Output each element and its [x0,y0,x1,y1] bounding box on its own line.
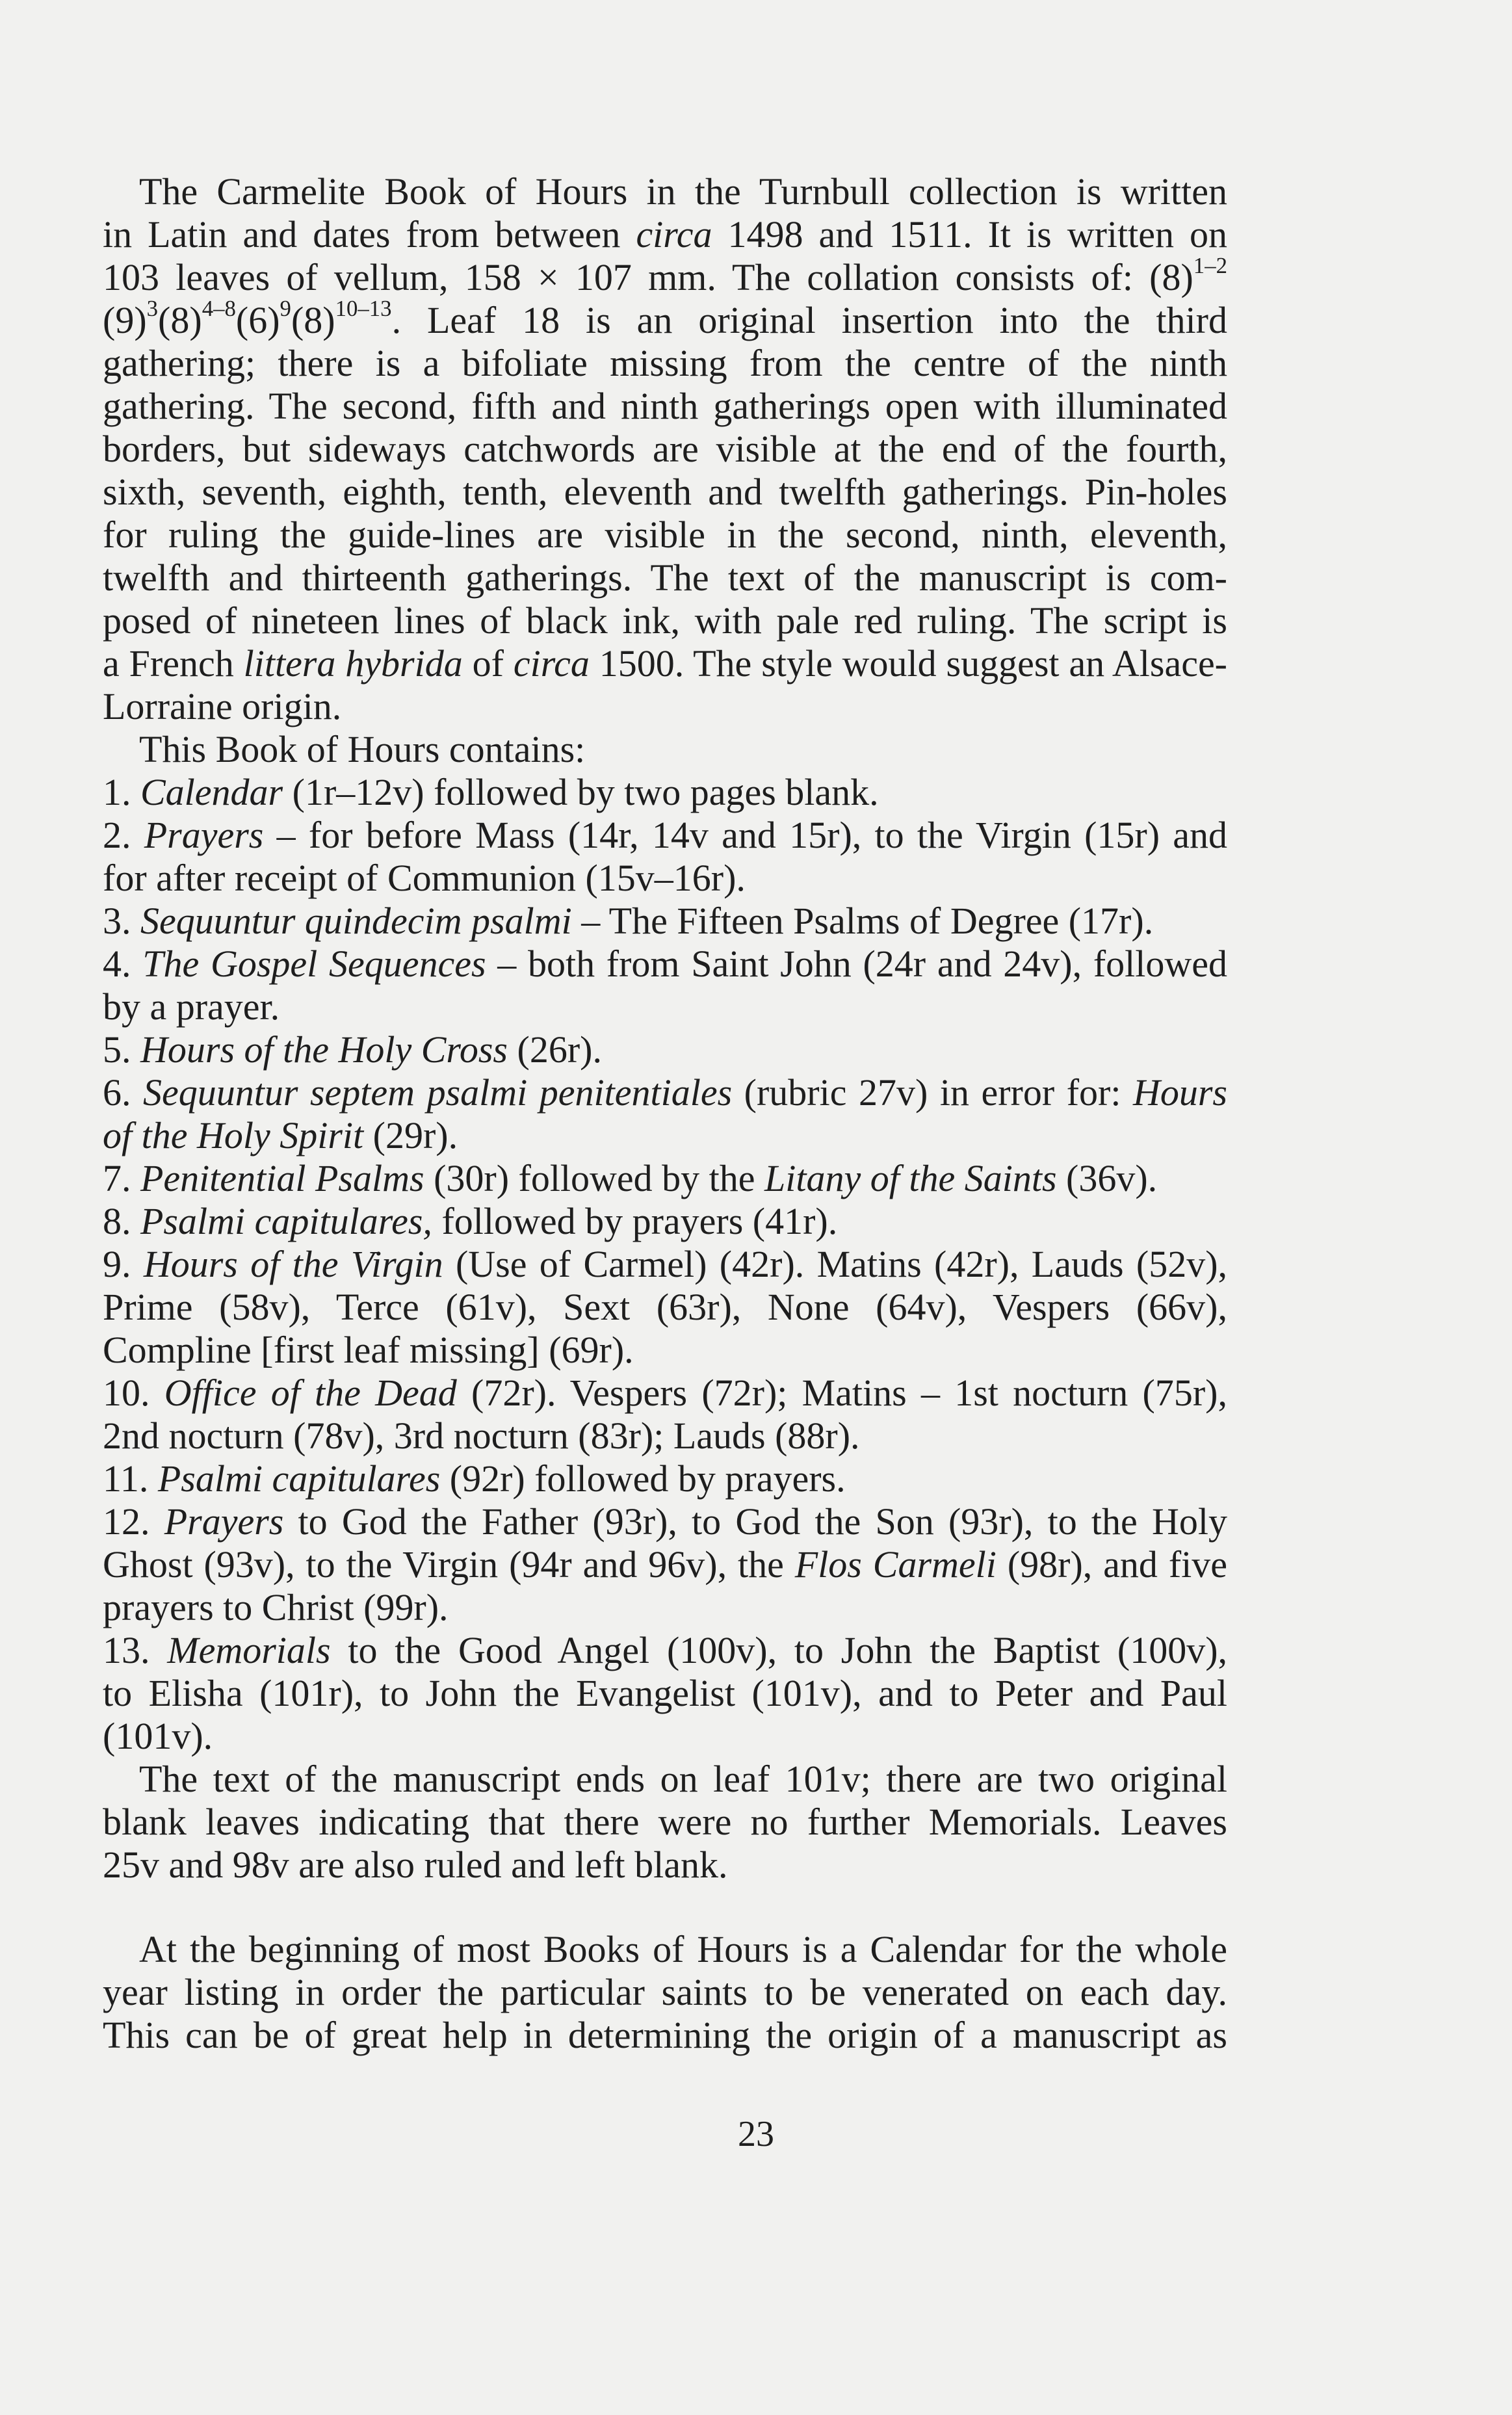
text-line: At the beginning of most Books of Hours is a Calendar for the whole [139,1928,1227,1970]
text-line: gathering; there is a bifoliate missing from the centre of the ninth [103,342,1227,384]
text-line: This can be of great help in determining the origin of a manuscript as [103,2014,1227,2056]
text-line: a French littera hybrida of circa 1500. The style would suggest an Alsace- [103,642,1227,685]
text-line: borders, but sideways catchwords are visible at the end of the fourth, [103,428,1227,470]
list-item: 10. Office of the Dead (72r). Vespers (72r); Matins – 1st nocturn (75r), [103,1372,1227,1414]
text-line: 25v and 98v are also ruled and left blank. [103,1844,728,1886]
italic-text: Flos Carmeli [794,1543,997,1586]
text-line: blank leaves indicating that there were no further Memorials. Leaves [103,1801,1227,1843]
text-line: for ruling the guide-lines are visible in the second, ninth, eleventh, [103,514,1227,556]
text-line: twelfth and thirteenth gatherings. The text of the manuscript is com- [103,556,1227,599]
italic-text: Calendar [140,771,283,813]
text-line: sixth, seventh, eighth, tenth, eleventh and twelfth gatherings. Pin-holes [103,471,1227,513]
superscript: 4–8 [202,295,236,321]
italic-text: Sequuntur septem psalmi penitentiales [143,1071,733,1114]
italic-text: Hours [1132,1071,1227,1114]
text-line: to Elisha (101r), to John the Evangelist (101v), and to Peter and Paul [103,1672,1227,1714]
text-line: This Book of Hours contains: [139,728,586,770]
text-line: gathering. The second, fifth and ninth gatherings open with illuminated [103,385,1227,427]
list-item: 12. Prayers to God the Father (93r), to God the Son (93r), to the Holy [103,1500,1227,1543]
list-item: 8. Psalmi capitulares, followed by prayers (41r). [103,1200,838,1242]
superscript: 9 [280,295,291,321]
text-line: The text of the manuscript ends on leaf 101v; there are two original [139,1758,1227,1800]
italic-text: Memorials [167,1629,331,1671]
text-line: $(9)^3(8)^{4-8}(6)^9(8)^{10-13}$. Leaf 18 is an original insertion into the third [103,295,1227,341]
text-line: Ghost (93v), to the Virgin (94r and 96v), the Flos Carmeli (98r), and five [103,1543,1227,1586]
superscript: 10–13 [335,295,392,321]
list-item: 9. Hours of the Virgin (Use of Carmel) (42r). Matins (42r), Lauds (52v), [103,1243,1228,1285]
list-item: 7. Penitential Psalms (30r) followed by the Litany of the Saints (36v). [103,1157,1158,1199]
italic-text: Prayers [164,1500,284,1543]
list-item: 2. Prayers – for before Mass (14r, 14v and 15r), to the Virgin (15r) and [103,814,1227,856]
italic-text: Litany of the Saints [764,1157,1057,1199]
text-line: 2nd nocturn (78v), 3rd nocturn (83r); Lauds (88r). [103,1415,860,1457]
superscript: 1–2 [1193,252,1227,278]
italic-text: Hours of the Holy Cross [140,1028,508,1071]
list-item: 11. Psalmi capitulares (92r) followed by prayers. [103,1457,846,1500]
italic-text: circa [636,213,712,255]
italic-text: Hours of the Virgin [143,1243,443,1285]
text-line: year listing in order the particular saints to be venerated on each day. [103,1971,1227,2013]
list-item: 1. Calendar (1r–12v) followed by two pages blank. [103,771,879,813]
superscript: 3 [146,295,159,321]
list-item: 3. Sequuntur quindecim psalmi – The Fifteen Psalms of Degree (17r). [103,900,1154,942]
list-item: 4. The Gospel Sequences – both from Saint John (24r and 24v), followed [103,943,1227,985]
italic-text: littera hybrida [243,642,463,685]
text-line: in Latin and dates from between circa 1498 and 1511. It is written on [103,213,1227,255]
text-line: The Carmelite Book of Hours in the Turnbull collection is written [139,170,1227,213]
italic-text: Penitential Psalms [140,1157,424,1199]
list-item: 5. Hours of the Holy Cross (26r). [103,1028,602,1071]
text-line: of the Holy Spirit (29r). [103,1114,458,1156]
italic-text: Psalmi capitulares, [140,1200,432,1242]
italic-text: circa [513,642,590,685]
text-line: 103 leaves of vellum, 158 × 107 mm. The collation consists of: $(8)^{1-2}$ [103,252,1227,298]
text-line: Prime (58v), Terce (61v), Sext (63r), None (64v), Vespers (66v), [103,1286,1227,1328]
italic-text: of the Holy Spirit [103,1114,364,1156]
text-line: Compline [first leaf missing] (69r). [103,1329,634,1371]
page-number: 23 [738,2114,774,2154]
italic-text: Office of the Dead [164,1372,457,1414]
text-line: (101v). [103,1715,213,1757]
italic-text: Prayers [144,814,264,856]
text-line: by a prayer. [103,986,280,1028]
italic-text: The Gospel Sequences [142,943,486,985]
text-line: posed of nineteen lines of black ink, with pale red ruling. The script is [103,599,1227,642]
italic-text: Sequuntur quindecim psalmi [140,900,572,942]
text-line: Lorraine origin. [103,685,342,727]
text-line: prayers to Christ (99r). [103,1586,449,1628]
italic-text: Psalmi capitulares [157,1457,441,1500]
text-line: for after receipt of Communion (15v–16r). [103,857,746,899]
list-item: 13. Memorials to the Good Angel (100v), to John the Baptist (100v), [103,1629,1228,1671]
list-item: 6. Sequuntur septem psalmi penitentiales (rubric 27v) in error for: Hours [103,1071,1227,1114]
